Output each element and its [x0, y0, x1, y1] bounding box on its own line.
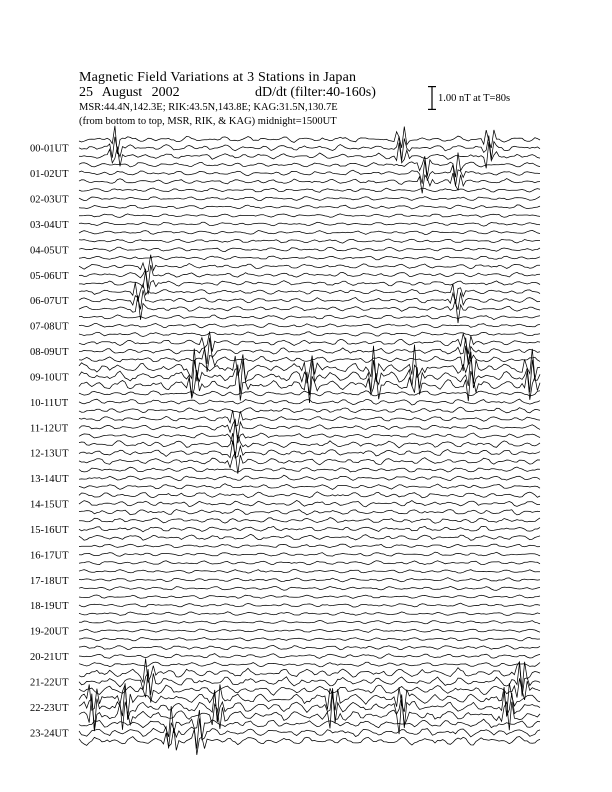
hour-label: 05-06UT	[30, 270, 69, 282]
chart-date: 25 August 2002	[79, 85, 180, 100]
trace-rik-04-05ut	[79, 247, 540, 251]
hour-label: 03-04UT	[30, 219, 69, 231]
trace-rik-19-20ut	[79, 629, 540, 632]
trace-msr-03-04ut	[79, 230, 540, 234]
trace-kag-03-04ut	[79, 214, 540, 218]
trace-kag-04-05ut	[79, 239, 540, 243]
trace-msr-21-22ut	[79, 669, 540, 702]
trace-kag-20-21ut	[79, 645, 540, 649]
hour-label: 22-23UT	[30, 702, 69, 714]
trace-kag-17-18ut	[79, 569, 540, 573]
trace-kag-13-14ut	[79, 467, 540, 472]
trace-rik-13-14ut	[79, 475, 540, 481]
trace-msr-16-17ut	[79, 561, 540, 565]
trace-rik-01-02ut	[79, 160, 540, 187]
trace-rik-17-18ut	[79, 578, 540, 582]
trace-msr-20-21ut	[79, 662, 540, 667]
chart-title: Magnetic Field Variations at 3 Stations in Japan	[79, 70, 357, 85]
trace-msr-22-23ut	[79, 691, 540, 734]
hour-label: 04-05UT	[30, 245, 69, 257]
trace-msr-02-03ut	[79, 205, 540, 209]
trace-msr-08-09ut	[79, 346, 540, 372]
trace-rik-00-01ut	[79, 136, 540, 161]
trace-rik-02-03ut	[79, 197, 540, 201]
trace-msr-13-14ut	[79, 484, 540, 490]
hour-label: 17-18UT	[30, 575, 69, 587]
trace-rik-23-24ut	[79, 718, 540, 748]
trace-msr-17-18ut	[79, 586, 540, 590]
trace-kag-15-16ut	[79, 518, 540, 524]
hour-label: 16-17UT	[30, 550, 69, 562]
trace-msr-00-01ut	[79, 142, 540, 168]
trace-kag-02-03ut	[79, 188, 540, 192]
scale-label: 1.00 nT at T=80s	[438, 93, 511, 104]
trace-kag-11-12ut	[79, 410, 540, 426]
trace-msr-11-12ut	[79, 421, 540, 444]
stacking-order-note: (from bottom to top, MSR, RIK, & KAG) midnight=1500UT	[79, 116, 337, 127]
trace-kag-14-15ut	[79, 492, 540, 498]
hour-label: 21-22UT	[30, 677, 69, 689]
trace-msr-12-13ut	[79, 453, 540, 474]
hour-label: 14-15UT	[30, 499, 69, 511]
hour-label: 09-10UT	[30, 372, 69, 384]
trace-kag-23-24ut	[79, 706, 540, 739]
hour-label: 19-20UT	[30, 626, 69, 638]
trace-kag-16-17ut	[79, 544, 540, 548]
hour-label: 06-07UT	[30, 296, 69, 308]
trace-rik-03-04ut	[79, 222, 540, 226]
trace-rik-20-21ut	[79, 654, 540, 659]
trace-msr-18-19ut	[79, 612, 540, 616]
trace-rik-12-13ut	[79, 441, 540, 458]
trace-msr-14-15ut	[79, 509, 540, 515]
trace-kag-07-08ut	[79, 315, 540, 320]
trace-msr-06-07ut	[79, 295, 540, 323]
station-coordinates: MSR:44.4N,142.3E; RIK:43.5N,143.8E; KAG:31.5N,130.7E	[79, 102, 338, 113]
hour-label: 02-03UT	[30, 194, 69, 206]
trace-msr-10-11ut	[79, 407, 540, 413]
hour-label: 07-08UT	[30, 321, 69, 333]
hour-label: 18-19UT	[30, 601, 69, 613]
hour-label: 13-14UT	[30, 474, 69, 486]
trace-rik-14-15ut	[79, 500, 540, 506]
hour-label: 01-02UT	[30, 169, 69, 181]
trace-msr-01-02ut	[79, 173, 540, 193]
trace-rik-18-19ut	[79, 603, 540, 607]
trace-msr-23-24ut	[79, 728, 540, 755]
trace-msr-15-16ut	[79, 534, 540, 540]
hour-label: 20-21UT	[30, 652, 69, 664]
hour-label: 23-24UT	[30, 728, 69, 740]
trace-rik-07-08ut	[79, 324, 540, 328]
hour-label: 10-11UT	[30, 397, 69, 409]
hour-label: 11-12UT	[30, 423, 69, 435]
hour-label: 15-16UT	[30, 524, 69, 536]
trace-kag-19-20ut	[79, 620, 540, 624]
hour-label: 00-01UT	[30, 143, 69, 155]
trace-msr-19-20ut	[79, 638, 540, 641]
trace-kag-00-01ut	[79, 126, 540, 154]
hour-label: 08-09UT	[30, 347, 69, 359]
trace-kag-05-06ut	[79, 255, 540, 273]
trace-msr-07-08ut	[79, 332, 540, 337]
filter-label: dD/dt (filter:40-160s)	[255, 85, 376, 100]
trace-kag-18-19ut	[79, 595, 540, 598]
trace-rik-15-16ut	[79, 526, 540, 532]
hour-label: 12-13UT	[30, 448, 69, 460]
trace-msr-04-05ut	[79, 256, 540, 260]
trace-rik-16-17ut	[79, 552, 540, 556]
